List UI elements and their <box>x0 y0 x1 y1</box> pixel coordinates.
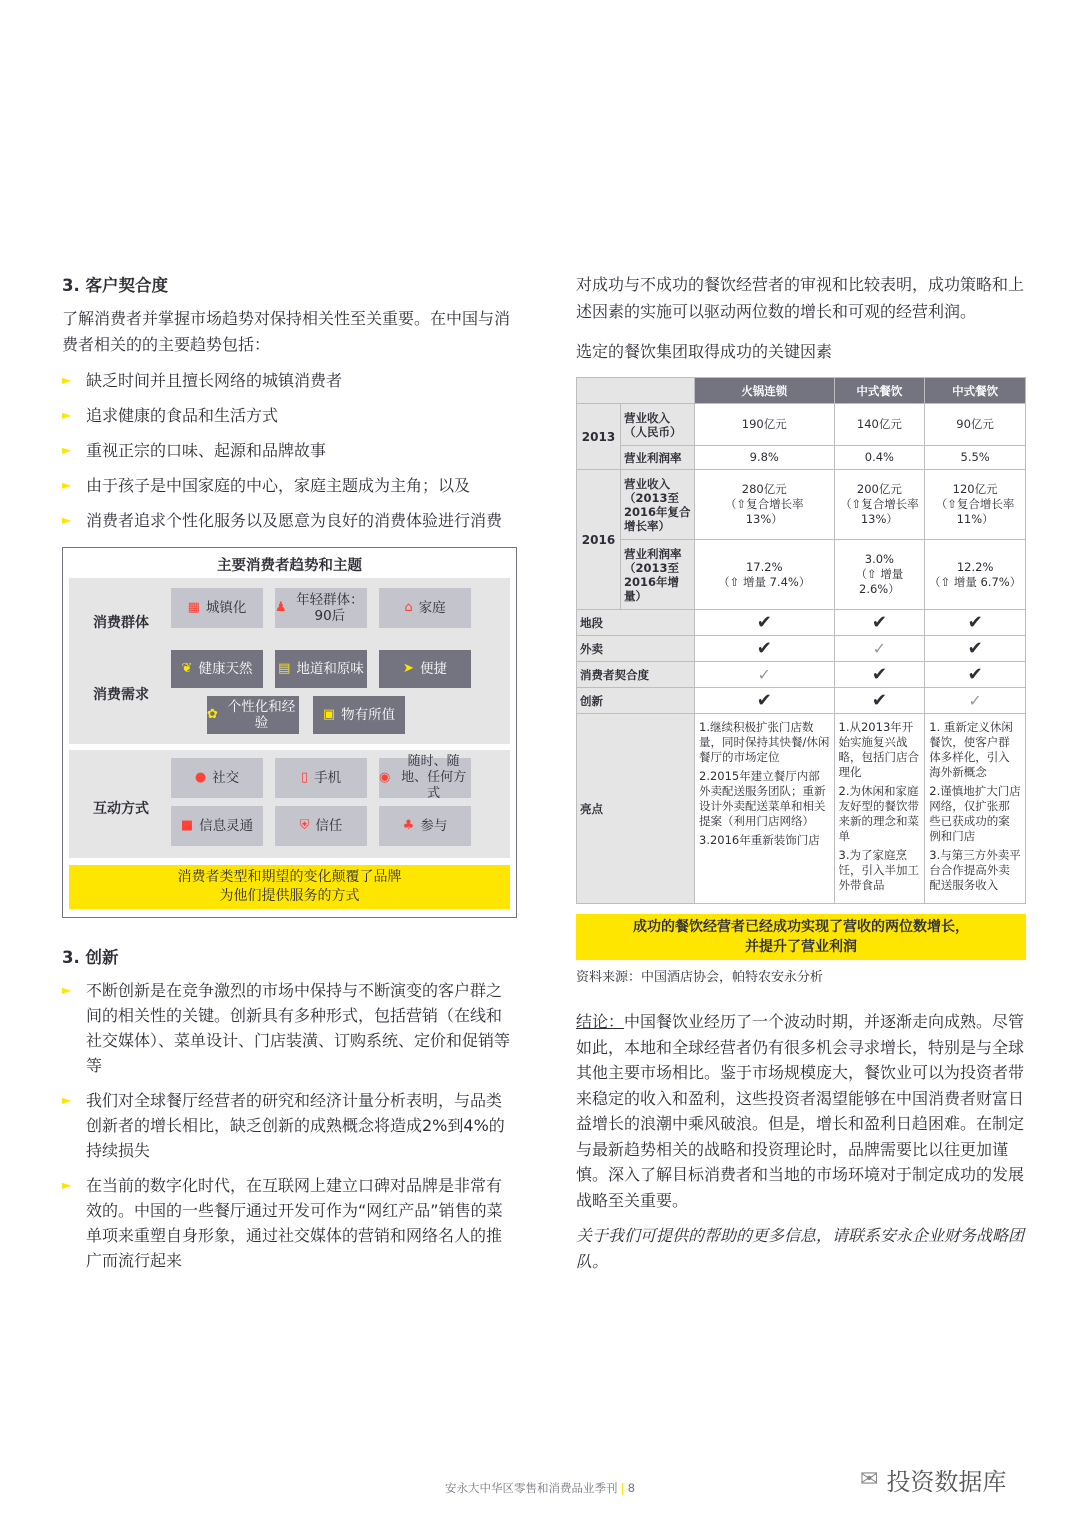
table-title: 选定的餐饮集团取得成功的关键因素 <box>576 342 833 361</box>
check-outline-icon: ✓ <box>925 688 1026 714</box>
table-cell: 0.4% <box>834 446 925 470</box>
list-item: ► 不断创新是在竞争激烈的市场中保持与不断演变的客户群之间的相关性的关键。创新具有多种形式，包括营销（在线和社交媒体）、菜单设计、门店装潢、订购系统、定价和促销等等 <box>62 978 517 1078</box>
table-row <box>577 714 1026 904</box>
check-icon: ✔ <box>925 636 1026 662</box>
innovation-bullet-list <box>62 978 517 1273</box>
trends-footer-banner: 消费者类型和期望的变化颠覆了品牌 为他们提供服务的方式 <box>69 865 510 909</box>
factor-label: 外卖 <box>577 636 695 662</box>
check-icon: ✔ <box>834 662 925 688</box>
shop-icon: ▤ <box>278 661 291 676</box>
trend-tile: ♣ 参与 <box>379 806 471 846</box>
trend-group-interaction <box>69 750 510 858</box>
table-row <box>577 662 1026 688</box>
metric-label: 营业利润率 <box>621 446 695 470</box>
table-cell: 17.2% （⇧ 增量 7.4%） <box>695 540 835 610</box>
table-corner <box>577 378 695 404</box>
page-number: 8 <box>627 1481 636 1495</box>
table-row <box>577 446 1026 470</box>
table-row <box>577 378 1026 404</box>
trends-title: 主要消费者趋势和主题 <box>217 558 362 574</box>
table-cell: 9.8% <box>695 446 835 470</box>
trend-tile: ❦ 健康天然 <box>171 650 263 688</box>
table-row <box>577 636 1026 662</box>
section-title-innovation: 3. 创新 <box>62 948 119 967</box>
highlight-cell: 1.继续积极扩张门店数量，同时保持其快餐/休闲餐厅的市场定位 2.2015年建立餐厅内部外卖配送服务团队；重新设计外卖配送菜单和相关提案（利用门店网络） 3.2016年重新装饰门店 <box>695 714 835 904</box>
table-cell: 90亿元 <box>925 404 1026 446</box>
trend-tile: ⛨ 信任 <box>275 806 367 846</box>
chat-icon: ● <box>194 770 207 785</box>
trend-tile: ■ 信息灵通 <box>171 806 263 846</box>
factor-label: 亮点 <box>577 714 695 904</box>
source-note: 资料来源：中国酒店协会，帕特农安永分析 <box>576 970 824 985</box>
ticket-icon: ▣ <box>322 707 336 722</box>
metric-label: 营业收入（2013至2016年复合增长率） <box>621 470 695 540</box>
check-icon: ✔ <box>925 610 1026 636</box>
watermark-text: 投资数据库 <box>886 1468 1007 1496</box>
list-item: ► 追求健康的食品和生活方式 <box>62 403 517 428</box>
check-icon: ✔ <box>695 610 835 636</box>
column-header: 中式餐饮 <box>925 378 1026 404</box>
publication-title: 安永大中华区零售和消费品业季刊 <box>444 1481 618 1495</box>
table-row <box>577 610 1026 636</box>
left-column <box>62 272 517 1283</box>
table-cell: 3.0% （⇧ 增量 2.6%） <box>834 540 925 610</box>
closing-note: 关于我们可提供的帮助的更多信息，请联系安永企业财务战略团队。 <box>576 1226 1025 1271</box>
table-cell: 120亿元 （⇧复合增长率 11%） <box>925 470 1026 540</box>
table-cell: 200亿元 （⇧复合增长率 13%） <box>834 470 925 540</box>
table-row <box>577 404 1026 446</box>
summary-banner: 成功的餐饮经营者已经成功实现了营收的两位数增长， 并提升了营业利润 <box>576 914 1026 960</box>
conclusion-label: 结论： <box>576 1012 625 1031</box>
palette-icon: ✿ <box>207 707 218 722</box>
list-item: ► 由于孩子是中国家庭的中心，家庭主题成为主角；以及 <box>62 473 517 498</box>
footer-divider: | <box>620 1481 625 1495</box>
trend-tile: ◉ 随时、随地、任何方式 <box>379 758 471 798</box>
location-icon: ◉ <box>379 770 391 785</box>
table-cell: 12.2% （⇧ 增量 6.7%） <box>925 540 1026 610</box>
key-factors-table <box>576 377 1026 904</box>
shield-icon: ⛨ <box>299 818 310 833</box>
highlight-cell: 1.从2013年开始实施复兴战略，包括门店合理化 2.为休闲和家庭友好型的餐饮带来新的理念和菜单 3.为了家庭烹饪，引入半加工外带食品 <box>834 714 925 904</box>
table-row <box>577 540 1026 610</box>
person-icon: ♟ <box>275 600 287 615</box>
table-row <box>577 688 1026 714</box>
year-cell: 2016 <box>577 470 621 610</box>
trend-group-label: 互动方式 <box>93 801 149 817</box>
table-cell: 5.5% <box>925 446 1026 470</box>
trend-tile: ♟ 年轻群体：90后 <box>275 588 367 628</box>
trend-tile: ✿ 个性化和经验 <box>207 696 299 734</box>
trend-tile: ▦ 城镇化 <box>171 588 263 628</box>
wechat-icon: ✉ <box>860 1467 879 1492</box>
column-header: 火锅连锁 <box>695 378 835 404</box>
list-item: ► 我们对全球餐厅经营者的研究和经济计量分析表明，与品类创新者的增长相比，缺乏创新的成熟概念将造成2%到4%的持续损失 <box>62 1088 517 1163</box>
trend-tile: ● 社交 <box>171 758 263 798</box>
consumer-trends-box <box>62 547 517 918</box>
phone-icon: ▯ <box>300 770 309 785</box>
trend-tile: ▯ 手机 <box>275 758 367 798</box>
trend-group-demand <box>69 644 510 744</box>
metric-label: 营业收入（人民币） <box>621 404 695 446</box>
column-header: 中式餐饮 <box>834 378 925 404</box>
factor-label: 创新 <box>577 688 695 714</box>
section-title-engagement: 3. 客户契合度 <box>62 276 168 295</box>
info-icon: ■ <box>180 818 194 833</box>
trend-group-label: 消费需求 <box>93 687 149 703</box>
check-outline-icon: ✓ <box>834 636 925 662</box>
city-icon: ▦ <box>187 600 200 615</box>
list-item: ► 重视正宗的口味、起源和品牌故事 <box>62 438 517 463</box>
watermark <box>860 1462 1006 1497</box>
list-item: ► 缺乏时间并且擅长网络的城镇消费者 <box>62 368 517 393</box>
check-outline-icon: ✓ <box>695 662 835 688</box>
check-icon: ✔ <box>925 662 1026 688</box>
year-cell: 2013 <box>577 404 621 470</box>
user-icon: ♣ <box>402 818 415 833</box>
right-column <box>576 272 1026 1274</box>
metric-label: 营业利润率（2013至2016年增量） <box>621 540 695 610</box>
factor-label: 消费者契合度 <box>577 662 695 688</box>
check-icon: ✔ <box>695 688 835 714</box>
check-icon: ✔ <box>834 688 925 714</box>
list-item: ► 在当前的数字化时代，在互联网上建立口碑对品牌是非常有效的。中国的一些餐厅通过开发可作为“网红产品”销售的菜单项来重塑自身形象，通过社交媒体的营销和网络名人的推广而流行起来 <box>62 1173 517 1273</box>
table-cell: 280亿元 （⇧复合增长率 13%） <box>695 470 835 540</box>
trend-tile: ▤ 地道和原味 <box>275 650 367 688</box>
comparison-intro: 对成功与不成功的餐饮经营者的审视和比较表明，成功策略和上述因素的实施可以驱动两位数的增长和可观的经营利润。 <box>576 275 1025 321</box>
arrow-icon: ➤ <box>403 661 414 676</box>
trend-bullet-list <box>62 368 517 533</box>
list-item: ► 消费者追求个性化服务以及愿意为良好的消费体验进行消费 <box>62 508 517 533</box>
trend-tile: ▣ 物有所值 <box>313 696 405 734</box>
section-intro: 了解消费者并掌握市场趋势对保持相关性至关重要。在中国与消费者相关的的主要趋势包括： <box>62 309 511 354</box>
trend-tile: ➤ 便捷 <box>379 650 471 688</box>
highlight-cell: 1. 重新定义休闲餐饮，使客户群体多样化，引入海外新概念 2.谨慎地扩大门店网络，仅扩张那些已获成功的案例和门店 3.与第三方外卖平台合作提高外卖配送服务收入 <box>925 714 1026 904</box>
leaf-icon: ❦ <box>181 661 193 676</box>
table-cell: 140亿元 <box>834 404 925 446</box>
table-cell: 190亿元 <box>695 404 835 446</box>
check-icon: ✔ <box>695 636 835 662</box>
home-icon: ⌂ <box>404 600 413 615</box>
check-icon: ✔ <box>834 610 925 636</box>
factor-label: 地段 <box>577 610 695 636</box>
conclusion-paragraph: 结论：中国餐饮业经历了一个波动时期，并逐渐走向成熟。尽管如此，本地和全球经营者仍有很多机会寻求增长，特别是与全球其他主要市场相比。鉴于市场规模庞大，餐饮业可以为投资者带来稳定的收入和盈利，这些投资者渴望能够在中国消费者财富日益增长的浪潮中乘风破浪。但是，增长和盈利日趋困难。在制定与最新趋势相关的战略和投资理论时，品牌需要比以往更加谨慎。深入了解目标消费者和当地的市场环境对于制定成功的发展战略至关重要。 <box>576 1012 1025 1210</box>
table-row <box>577 470 1026 540</box>
trend-tile: ⌂ 家庭 <box>379 588 471 628</box>
trend-group-label: 消费群体 <box>93 615 149 631</box>
